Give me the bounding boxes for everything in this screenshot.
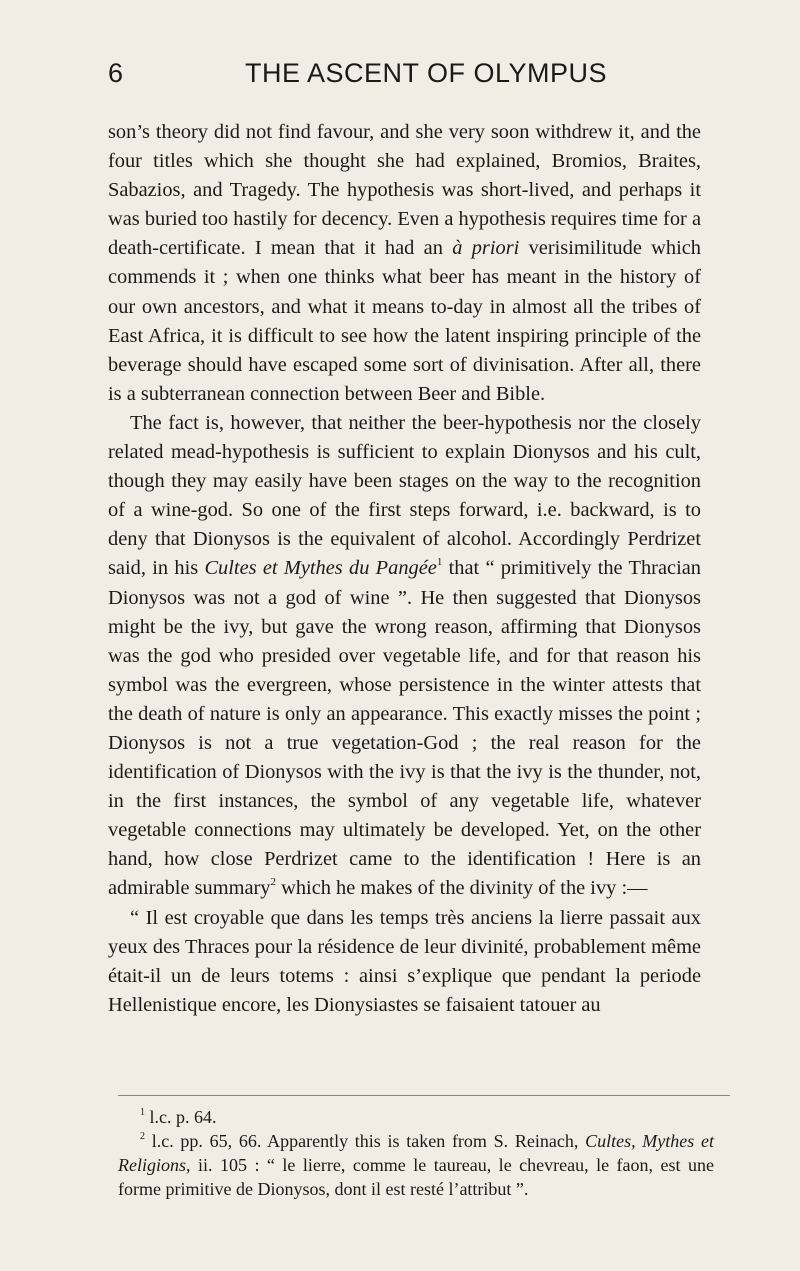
footnotes [118,1105,714,1201]
italic-cultes-title: Cultes et Mythes du Pangée [204,557,437,580]
running-head: THE ASCENT OF OLYMPUS [244,58,608,88]
footnote-2: $^2$ l.c. pp. 65, 66. Apparently this is taken from S. Reinach, Cultes, Mythes et Religions, ii. 105 : “ le lierre, comme le taureau, le chevreau, le faon, est une forme primitive de Dionysos, dont il est resté l’attribut ”. [118,1131,714,1199]
footnote-divider [118,1095,730,1096]
footnote-ref-2: 2 [270,876,277,889]
footnote-ref-1: 1 [436,556,443,569]
paragraph-1: son’s theory did not find favour, and she very soon withdrew it, and the four titles which she thought she had explained, Bromios, Braites, Sabazios, and Tragedy. The hypothesis was short-lived, and perhaps it was buried too hastily for decency. Even a hypothesis requires time for a death-certificate. I mean that it had an à priori verisimilitude which commends it ; when one thinks what beer has meant in the history of our own ancestors, and what it means to-day in almost all the tribes of East Africa, it is difficult to see how the latent inspiring principle of the beverage should have escaped some sort of divinisation. After all, there is a subterranean connection between Beer and Bible. [108,121,701,405]
paragraph-2: The fact is, however, that neither the beer-hypothesis nor the closely related mead-hypothesis is sufficient to explain Dionysos and his cult, though they may easily have been stages on the way to the recognition of a wine-god. So one of the first steps forward, i.e. backward, is to deny that Dionysos is the equivalent of alcohol. Accordingly Perdrizet said, in his Cultes et Mythes du Pangée$^1$ that “ primitively the Thracian Dionysos was not a god of wine ”. He then suggested that Dionysos might be the ivy, but gave the wrong reason, affirming that Dionysos was the god who presided over vegetable life, and for that reason his symbol was the evergreen, whose persistence in the winter attests that the death of nature is only an appearance. This exactly misses the point ; Dionysos is not a true vegetation-God ; the real reason for the identification of Dionysos with the ivy is that the ivy is the thunder, not, in the first instances, the symbol of any vegetable life, whatever vegetable connections may ultimately be developed. Yet, on the other hand, how close Perdrizet came to the identification ! Here is an admirable summary$^2$ which he makes of the divinity of the ivy :— [108,411,701,900]
italic-a-priori: à priori [452,237,520,260]
quotation-paragraph: “ Il est croyable que dans les temps très anciens la lierre passait aux yeux des Thraces pour la résidence de leur divinité, probablement même était-il un de leurs totems : ainsi s’explique que pendant la periode Hellenistique encore, les Dionysiastes se faisaient tatouer au [108,906,701,1016]
footnote-1: $^1$ l.c. p. 64. [140,1107,217,1127]
page-number: 6 [108,58,124,88]
page-header [108,58,704,98]
body-text [108,118,701,1020]
